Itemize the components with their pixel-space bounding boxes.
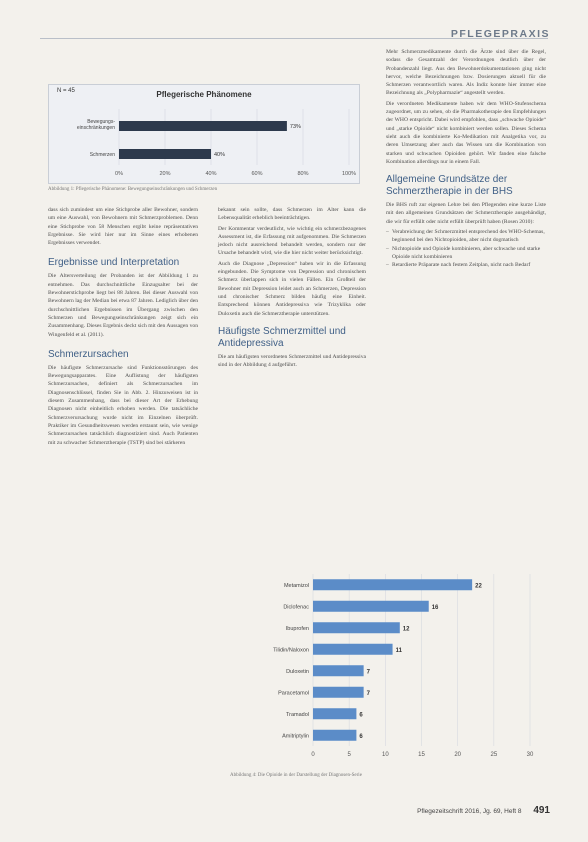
category-label: Duloxetin bbox=[286, 668, 309, 675]
x-tick-label: 0% bbox=[115, 171, 123, 177]
bar bbox=[119, 149, 211, 159]
category-label: Paracetamol bbox=[278, 690, 309, 697]
page-number: 491 bbox=[533, 805, 550, 816]
heading-causes: Schmerzursachen bbox=[48, 348, 129, 360]
column-1 bbox=[48, 206, 198, 447]
x-tick-label: 100% bbox=[341, 171, 357, 177]
x-tick-label: 30 bbox=[526, 752, 534, 758]
bar-value-label: 7 bbox=[366, 669, 370, 676]
category-label: Ibuprofen bbox=[285, 625, 309, 632]
bar-value-label: 22 bbox=[475, 583, 482, 590]
col2-p2: Der Kommentar verdeutlicht, wie wichtig ein schmerzbezogenes Assessment ist, die Erfassung mit aufgenommen. Die Schmerzen jedoch nicht ausreichend behandelt werden, sondern nur der Ursache behandelt wird, wie die hier nicht weiter berücksichtigt. bbox=[218, 225, 366, 257]
col1-results: Die Altersverteilung der Probanden ist der Abbildung 1 zu entnehmen. Das durchschnittliche Einzugsalter bei der Bewohnerstichprobe liegt bei 88 Jahren. Bei dieser Auswahl von Bewohnern lag der Median bei etwa 87 Jahren. Lediglich über den durchschnittlichen Ergebnissen im Übergang zwischen den Schmerzen und Bewegungseinschränkungen zeigt sich ein Zusammenhang. Dieses Ergebnis deckt sich mit den Aussagen von Wingenfeld et al. (2011). bbox=[48, 273, 198, 338]
bar-value-label: 7 bbox=[366, 690, 370, 697]
category-label: Tilidin/Naloxon bbox=[273, 647, 309, 654]
bar-value-label: 40% bbox=[214, 152, 226, 158]
x-tick-label: 20% bbox=[159, 171, 171, 177]
category-label: Schmerzen bbox=[89, 152, 115, 158]
heading-results: Ergebnisse und Interpretation bbox=[48, 257, 180, 269]
bar bbox=[313, 730, 356, 741]
x-tick-label: 25 bbox=[490, 752, 498, 758]
journal-citation: Pflegezeitschrift 2016, Jg. 69, Heft 8 bbox=[417, 808, 522, 815]
col3-principles: Die BHS ruft zur eigenen Lehre bei den Pflegenden eine kurze Liste mit den allgemeinen Grundsätzen der Schmerztherapie ausgehändigt, die wir für erfüllt oder nicht erfüllt überprüft haben (Rosen 2010): bbox=[386, 202, 546, 225]
figure-2-chart bbox=[218, 568, 548, 772]
x-tick-label: 0 bbox=[311, 752, 315, 758]
bar bbox=[313, 622, 400, 633]
col3-p2: Die verordneten Medikamente haben wir dem WHO-Stufenschema zugeordnet, um zu sehen, ob die Pharmakotherapie den Empfehlungen der WHO entspricht. Dabei wird empfohlen, dass „schwache Opioide“ und „starke Opioide“ nicht kombiniert werden sollen. Dieses Schema sieht auch die kombinierte Ko-Medikation mit Analgetika vor, zu deren Umsetzung aber auch das Wissen um die Kombination von starken und schwachen Opioiden gehört. Wir fanden eine falsche Kombination allerdings nur in einem Fall. bbox=[386, 100, 546, 165]
bar bbox=[313, 579, 472, 590]
bar-value-label: 73% bbox=[289, 124, 301, 130]
x-tick-label: 80% bbox=[297, 171, 309, 177]
x-tick-label: 5 bbox=[347, 752, 351, 758]
col2-drugs: Die am häufigsten verordneten Schmerzmittel und Antidepressiva sind in der Abbildung 4 aufgeführt. bbox=[218, 353, 366, 369]
x-tick-label: 60% bbox=[251, 171, 263, 177]
section-title: PFLEGEPRAXIS bbox=[450, 28, 550, 40]
heading-principles: Allgemeine Grundsätze der Schmerztherapie in der BHS bbox=[386, 174, 513, 198]
x-tick-label: 15 bbox=[418, 752, 425, 758]
principle-item: – Verabreichung der Schmerzmittel entsprechend des WHO-Schemas, beginnend bei den Nichtopioiden, aber nicht dogmatisch bbox=[386, 228, 546, 245]
heading-drugs: Häufigste Schmerzmittel und Antidepressiva bbox=[218, 325, 346, 349]
column-3 bbox=[386, 48, 546, 270]
figure-1-chart bbox=[49, 85, 359, 183]
col3-p1: Mehr Schmerzmedikamente durch die Ärzte sind über die Regel, sodass die Gesamtzahl der Verordnungen deutlich über der Probandenzahl liegt. Aus den Bewohnerdokumentationen ging nicht hervor, welche Bezeichnungen bzw. Dosierungen aktuell für die Schmerzen verantwortlich waren. Als Indiz konnte hier immer eine Bezeichnung als „Polypharmazie“ angestellt werden. bbox=[386, 49, 546, 97]
bar bbox=[313, 687, 364, 698]
bar bbox=[313, 665, 364, 676]
col2-p1: bekannt sein sollte, dass Schmerzen im Alter kann die Lebensqualität erheblich beeinträchtigen. bbox=[218, 207, 366, 222]
footer bbox=[417, 805, 550, 816]
x-tick-label: 40% bbox=[205, 171, 217, 177]
bar-value-label: 12 bbox=[402, 626, 410, 633]
bar-value-label: 16 bbox=[431, 604, 439, 611]
category-label: Diclofenac bbox=[283, 604, 309, 611]
category-label: Amitriptylin bbox=[282, 733, 309, 740]
principles-list bbox=[386, 228, 546, 269]
principle-item: – Retardierte Präparate nach festem Zeitplan, nicht nach Bedarf bbox=[386, 261, 546, 269]
col1-causes: Die häufigste Schmerzursache sind Funktionsstörungen des Bewegungsapparates. Eine Auflistung der häufigsten Schmerzursachen, definiert als Schmerzursachen im Diagnosenschlüssel, finden Sie in Abb. 2. Hinzuweisen ist in diesem Zusammenhang, dass bei dieser Art der Erhebung Diagnosen nicht einheitlich erhoben werden. Die tatsächliche Schmerzverursachung wurde nicht im Einzelnen überprüft. Praktiker im Gesundheitswesen werden erstaunt sein, wie wenige Schmerzursachen tatsächlich diagnostiziert sind. Auch Patienten mit zu schwacher Schmerztherapie (TSTP) sind bei stärkeren bbox=[48, 364, 198, 446]
category-label: Bewegungs- bbox=[87, 119, 115, 125]
bar bbox=[119, 121, 287, 131]
figure-1-n: N = 45 bbox=[57, 88, 75, 94]
col1-intro: dass sich zumindest um eine Stichprobe aller Bewohner, sondern um eine Auswahl, von Bewohnern mit Schmerzproblemen. Denn eine Stichprobe von 58 Menschen ergibt keine repräsentativen Ergebnisse. Sie wird hier nur im Sinne eines erhobenen Ergebnisses verwendet. bbox=[48, 207, 198, 247]
category-label: einschränkungen bbox=[76, 125, 115, 131]
bar-value-label: 6 bbox=[359, 712, 363, 719]
principle-item: – Nichtopioide und Opioide kombinieren, aber schwache und starke Opioide nicht kombinieren bbox=[386, 245, 546, 262]
figure-1 bbox=[48, 84, 360, 184]
col2-p3: Auch die Diagnose „Depression“ haben wir in die Erfassung eingebunden. Die Symptome von Depression und chronischem Schmerz überlappen sich in vielen Fällen. Ein Großteil der Bewohner mit Depression leidet auch an Schmerzen, Depression und chronischer Schmerz bilden häufig eine Einheit. Entsprechend können Antidepressiva wie Trizyklika oder Duloxetin auch die Schmerztherapie unterstützen. bbox=[218, 260, 366, 317]
bar bbox=[313, 708, 356, 719]
bar-value-label: 11 bbox=[395, 647, 402, 654]
figure-1-title: Pflegerische Phänomene bbox=[156, 90, 252, 99]
bar bbox=[313, 601, 429, 612]
figure-2-caption: Abbildung 4: Die Opioide in der Darstellung der Diagnosen-Serie bbox=[230, 773, 362, 778]
category-label: Tramadol bbox=[285, 711, 309, 718]
bar-value-label: 6 bbox=[359, 733, 363, 740]
x-tick-label: 10 bbox=[381, 752, 389, 758]
category-label: Metamizol bbox=[283, 582, 309, 589]
x-tick-label: 20 bbox=[454, 752, 462, 758]
column-2 bbox=[218, 206, 366, 369]
bar bbox=[313, 644, 393, 655]
figure-1-caption: Abbildung 1: Pflegerische Phänomene: Bewegungseinschränkungen und Schmerzen bbox=[48, 187, 218, 192]
